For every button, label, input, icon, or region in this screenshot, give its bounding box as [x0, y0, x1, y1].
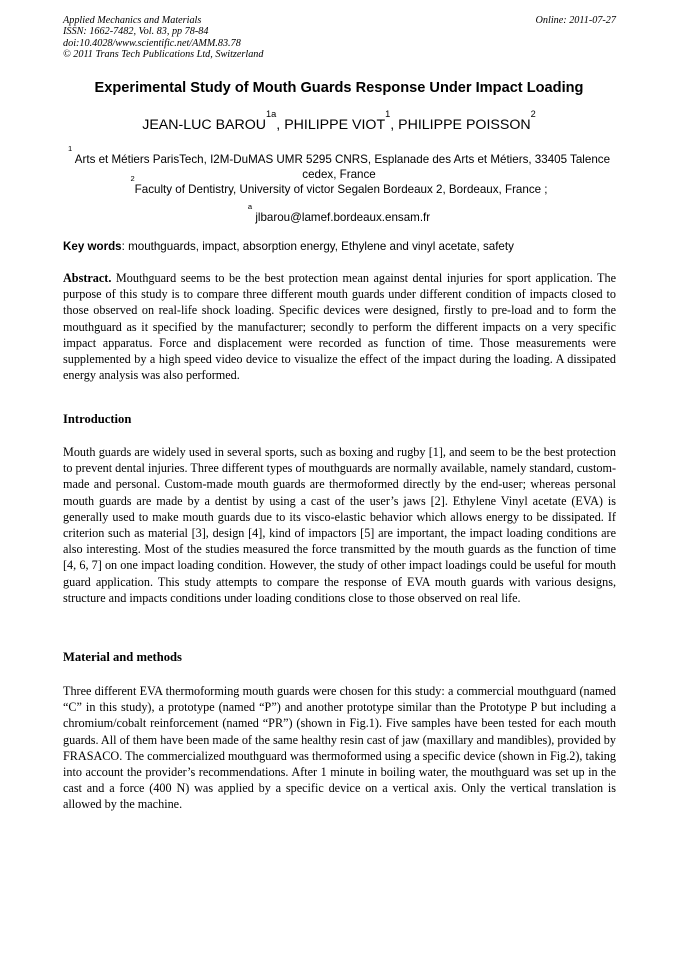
section-heading-methods: Material and methods	[63, 650, 182, 664]
journal-header	[63, 15, 616, 61]
methods-paragraph: Three different EVA thermoforming mouth guards were chosen for this study: a commercial mouthguard (named “C” in this study), a prototype (named “P”) and another prototype similar than the Prototype P but including a chromium/cobalt reinforcement (named “PR”) (shown in Fig.1). Five samples have been tested for each mouth guards. All of them have been made of the same healthy resin cast of jaw (maxillary and mandibles), provided by FRASACO. The commercialized mouthguard was thermoformed using a specific device (shown in Fig.2), taking into account the provider’s recommendations. After 1 minute in boiling water, the mouthguard was set up in the cast and a force (400 N) was applied by a specific device on a vertical axis. Only the vertical translation is allowed by the machine.	[63, 684, 616, 812]
online-date: Online: 2011-07-27	[535, 15, 616, 26]
affiliation-text: Arts et Métiers ParisTech, I2M-DuMAS UMR 5295 CNRS, Esplanade des Arts et Métiers, 33405 Talence cedex, France	[74, 153, 611, 181]
abstract-paragraph	[63, 270, 616, 383]
affiliation-mark: 1	[67, 144, 73, 153]
journal-doi: doi:10.4028/www.scientific.net/AMM.83.78	[63, 37, 241, 49]
affiliation-2	[60, 174, 618, 197]
author-affiliation-mark: 1a	[266, 109, 277, 119]
author-separator: ,	[390, 117, 399, 133]
keywords-label: Key words	[63, 240, 122, 253]
author-email	[60, 202, 618, 225]
author-separator: ,	[276, 117, 285, 133]
paper-title: Experimental Study of Mouth Guards Response Under Impact Loading	[94, 80, 584, 96]
email-mark: a	[247, 202, 253, 211]
author-affiliation-mark: 1	[385, 109, 391, 119]
affiliation-1	[60, 144, 618, 182]
author-list	[0, 109, 678, 133]
author-name: PHILIPPE POISSON	[398, 117, 531, 133]
abstract-label: Abstract.	[63, 271, 112, 285]
journal-issn: ISSN: 1662-7482, Vol. 83, pp 78-84	[63, 26, 209, 38]
author-affiliation-mark: 2	[530, 109, 536, 119]
keywords	[63, 240, 616, 253]
abstract-text: Mouthguard seems to be the best protection mean against dental injuries for sport application. The purpose of this study is to compare three different mouth guards under different condition of impacts closed to those observed on real-life shock loading. Specific devices were designed, firstly to pre-load and to form the mouthguard as it specified by the manufacturer; secondly to perform the different impacts on a very specific impact apparatus. Force and displacement were recorded as function of time. Those measurements were supplemented by a high speed video device to visualize the effect of the impact during the loading. A dissipated energy analysis was also performed.	[63, 271, 616, 383]
author-name: JEAN-LUC BAROU	[142, 117, 267, 133]
keywords-text: : mouthguards, impact, absorption energy, Ethylene and vinyl acetate, safety	[121, 240, 514, 253]
author-name: PHILIPPE VIOT	[284, 117, 386, 133]
journal-copyright: © 2011 Trans Tech Publications Ltd, Switzerland	[63, 49, 264, 61]
section-heading-introduction: Introduction	[63, 412, 132, 426]
email-address: jlbarou@lamef.bordeaux.ensam.fr	[255, 211, 431, 224]
journal-name: Applied Mechanics and Materials	[63, 15, 202, 26]
affiliation-mark: 2	[130, 174, 135, 183]
introduction-paragraph: Mouth guards are widely used in several sports, such as boxing and rugby [1], and seem to be the best protection to prevent dental injuries. Three different types of mouthguards are normally available, namely standard, custom-made and personal. Custom-made mouth guards are thermoformed directly by the end-user; whereas personal mouth guards are made by a dentist by using a cast of the user’s jaws [2]. Ethylene Vinyl acetate (EVA) is generally used to make mouth guards due to its visco-elastic behavior which allows energy to be dissipated. If criterion such as material [3], design [4], kind of impactors [5] are important, the impact loading conditions are also interesting. Most of the studies measured the force transmitted by the mouth guards as the function of time [4, 6, 7] on one impact loading condition. However, the study of other impact loadings could be useful for mouth guard application. This study attempts to compare the response of EVA mouth guards with various designs, structure and impacts conditions under loading conditions close to those observed on real life.	[63, 445, 616, 605]
affiliation-text: Faculty of Dentistry, University of victor Segalen Bordeaux 2, Bordeaux, France ;	[134, 183, 548, 196]
